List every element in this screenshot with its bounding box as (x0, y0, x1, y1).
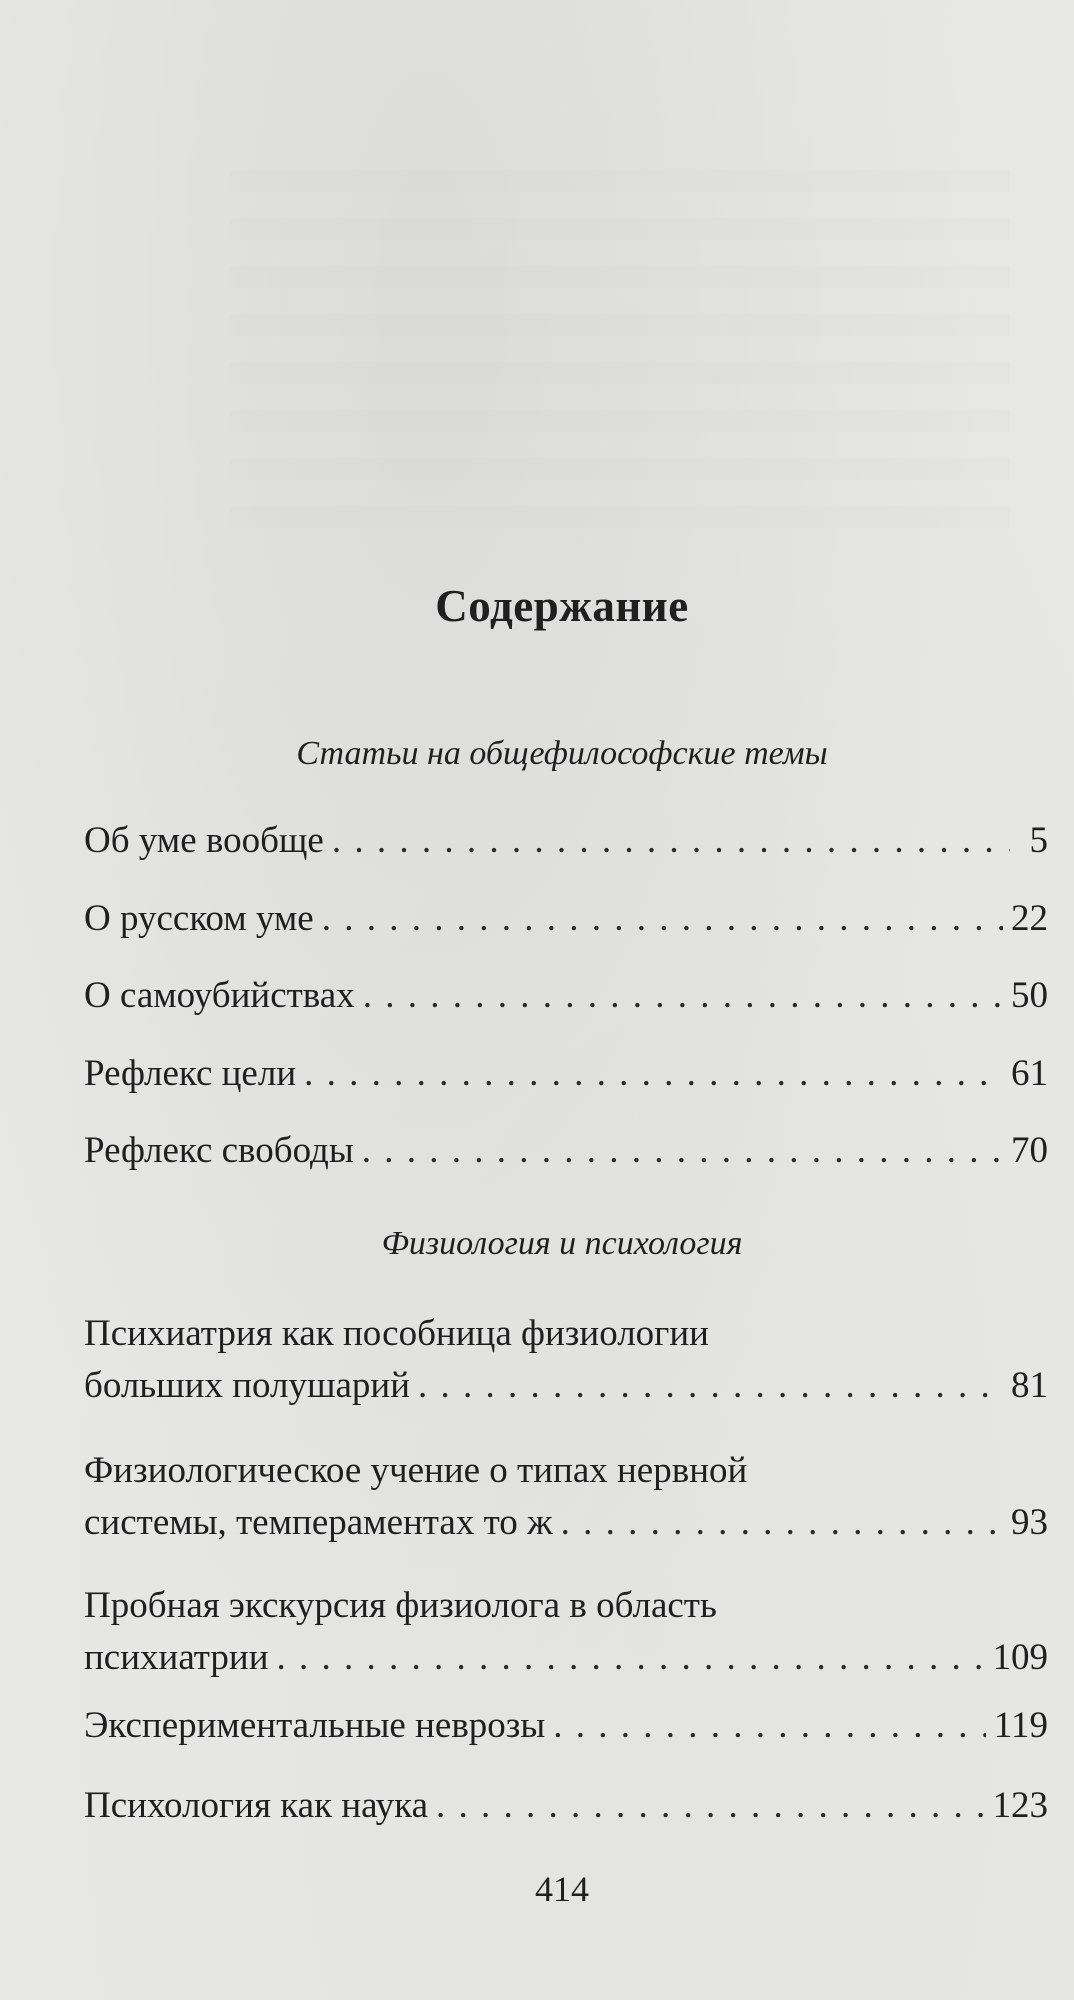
toc-entry-page: 22 (1011, 898, 1048, 939)
toc-entry-page: 50 (1011, 975, 1048, 1016)
toc-entry-title: больших полушарий (84, 1365, 411, 1406)
toc-entry (84, 1048, 1048, 1100)
toc-entry (84, 893, 1048, 945)
toc-entry-title: О русском уме (84, 898, 314, 939)
toc-entry-page: 81 (1011, 1365, 1048, 1406)
toc-entry (84, 970, 1048, 1022)
page-number: 414 (535, 1869, 589, 1909)
toc-entry (84, 1308, 1048, 1412)
toc-entry-title: системы, темпераментах то ж (84, 1502, 553, 1543)
toc-entry-page: 70 (1011, 1130, 1048, 1171)
toc-entry-title-line1: Пробная экскурсия физиолога в область (84, 1585, 717, 1626)
contents-heading: Содержание (435, 581, 689, 631)
toc-entry (84, 1580, 1048, 1684)
dot-leader (277, 1632, 985, 1684)
toc-entry-title: Рефлекс свободы (84, 1130, 354, 1171)
toc-entry-page: 109 (992, 1637, 1048, 1678)
toc-entry-title: Экспериментальные неврозы (84, 1705, 546, 1746)
toc-entry (84, 1125, 1048, 1177)
toc-entry (84, 1780, 1048, 1832)
show-through-text (230, 170, 1010, 550)
toc-entry-page: 119 (993, 1705, 1048, 1746)
toc-entry-title-line1: Психиатрия как пособница физиологии (84, 1313, 709, 1354)
toc-entry (84, 815, 1048, 867)
toc-entry-page: 61 (1011, 1053, 1048, 1094)
toc-entry-title: Рефлекс цели (84, 1053, 297, 1094)
dot-leader (322, 893, 1003, 945)
toc-entry (84, 1445, 1048, 1549)
dot-leader (418, 1360, 1003, 1412)
toc-entry-title: психиатрии (84, 1637, 269, 1678)
dot-leader (561, 1497, 1003, 1549)
toc-entry-title: Об уме вообще (84, 820, 324, 861)
toc-entry-page: 93 (1011, 1502, 1048, 1543)
dot-leader (363, 970, 1003, 1022)
section-title-philosophy: Статьи на общефилософские темы (296, 735, 828, 772)
dot-leader (436, 1780, 984, 1832)
toc-entry-page: 5 (1029, 820, 1048, 861)
section-title-physiology: Физиология и психология (381, 1225, 743, 1262)
dot-leader (332, 815, 1010, 867)
dot-leader (304, 1048, 1003, 1100)
toc-entry-title: Психология как наука (84, 1785, 429, 1826)
toc-entry-page: 123 (992, 1785, 1048, 1826)
dot-leader (553, 1700, 986, 1752)
dot-leader (362, 1125, 1003, 1177)
toc-entry-title-line1: Физиологическое учение о типах нервной (84, 1450, 748, 1491)
toc-entry (84, 1700, 1048, 1752)
toc-entry-title: О самоубийствах (84, 975, 355, 1016)
